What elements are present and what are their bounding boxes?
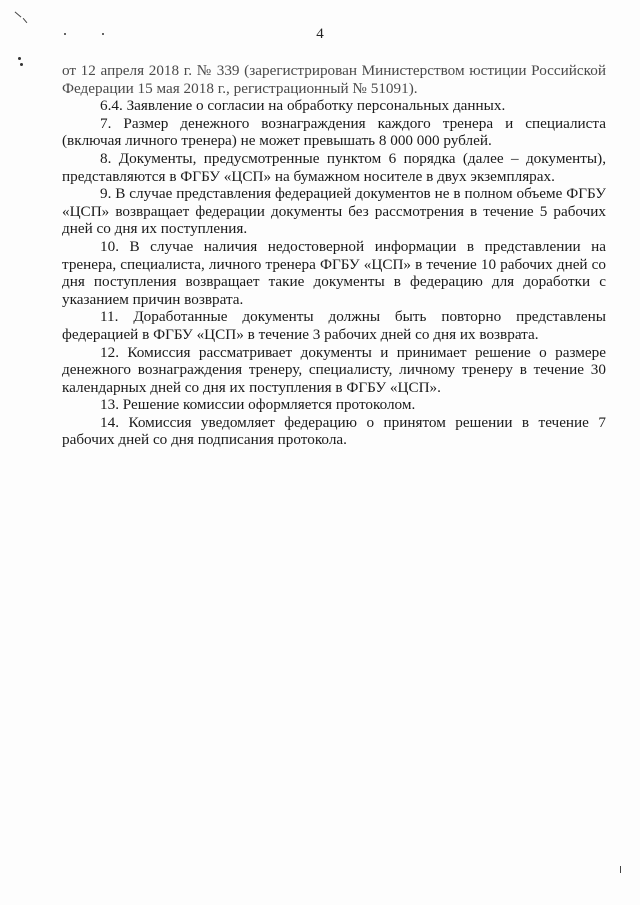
paragraph-continuation: от 12 апреля 2018 г. № 339 (зарегистрирован Министерством юстиции Российской Федерации 15 мая 2018 г., регистрационный № 51091). — [62, 62, 606, 97]
paragraph-13: 13. Решение комиссии оформляется протоколом. — [100, 396, 416, 414]
paragraph-14: 14. Комиссия уведомляет федерацию о принятом решении в течение 7 рабочих дней со дня подписания протокола. — [62, 413, 606, 449]
scan-artifact — [15, 12, 22, 18]
paragraph-8: 8. Документы, предусмотренные пунктом 6 порядка (далее – документы), представляются в ФГБУ «ЦСП» на бумажном носителе в двух экземплярах. — [62, 149, 606, 185]
paragraph-9: 9. В случае представления федерацией документов не в полном объеме ФГБУ «ЦСП» возвращает федерации документы без рассмотрения в течение 5 рабочих дней со дня их поступления. — [62, 185, 606, 238]
paragraph-11: 11. Доработанные документы должны быть повторно представлены федерацией в ФГБУ «ЦСП» в течение 3 рабочих дней со дня их возврата. — [62, 308, 606, 343]
scan-artifact — [620, 866, 621, 873]
page-number: 4 — [316, 26, 324, 42]
paragraph-10: 10. В случае наличия недостоверной информации в представлении на тренера, специалиста, личного тренера ФГБУ «ЦСП» в течение 10 рабочих дней со дня поступления возвращает такие документы в федерацию для доработки с указанием причин возврата. — [62, 237, 606, 308]
document-body — [62, 62, 606, 449]
paragraph-7: 7. Размер денежного вознаграждения каждого тренера и специалиста (включая личного тренера) не может превышать 8 000 000 рублей. — [62, 114, 606, 150]
scan-artifact — [23, 18, 28, 23]
paragraph-6-4: 6.4. Заявление о согласии на обработку персональных данных. — [100, 97, 506, 115]
paragraph-12: 12. Комиссия рассматривает документы и принимает решение о размере денежного вознаграждения тренеру, специалисту, личному тренеру в течение 30 календарных дней со дня их поступления в ФГБУ «ЦСП». — [62, 343, 606, 396]
scan-artifact — [20, 63, 23, 66]
scan-artifact — [18, 57, 21, 60]
